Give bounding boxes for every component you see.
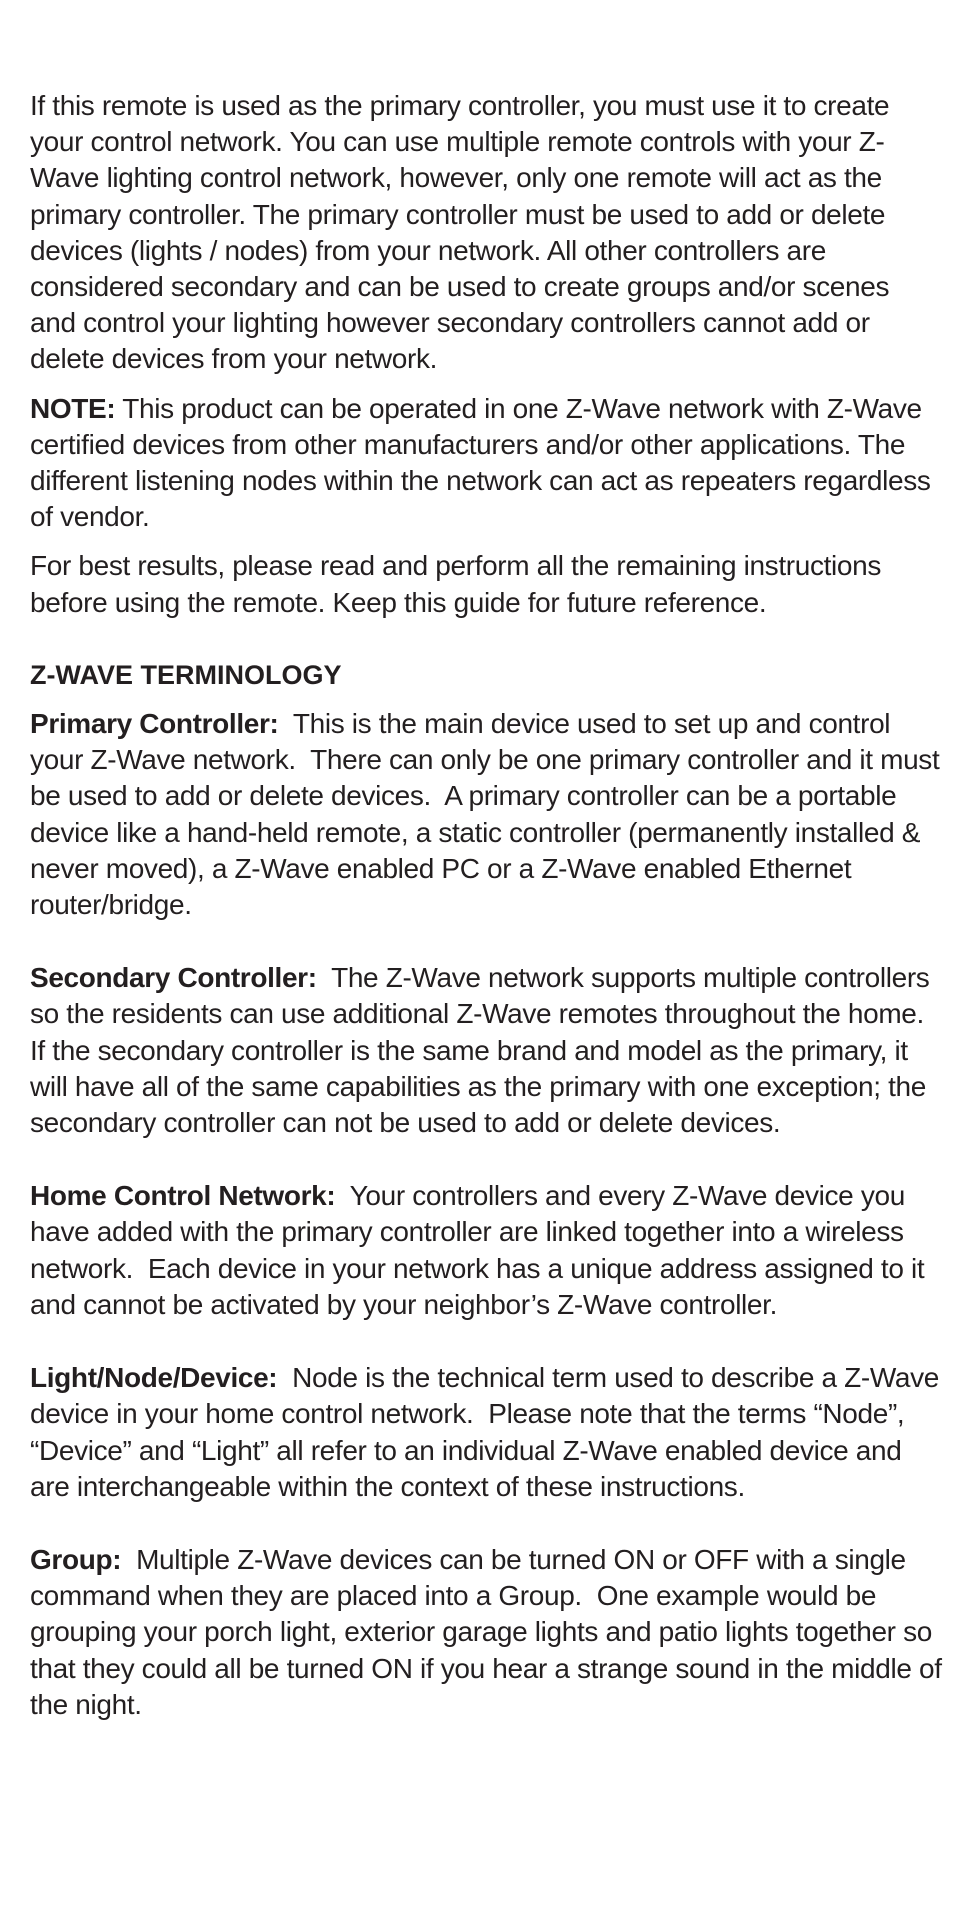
term-label: Group:	[30, 1543, 122, 1575]
note-text: This product can be operated in one Z-Wave network with Z-Wave certified devices from other manufacturers and/or other applications. The different listening nodes within the network can act as repeaters regardless of vendor.	[30, 392, 931, 533]
instructions-paragraph: For best results, please read and perform all the remaining instructions before using the remote. Keep this guide for future reference.	[30, 550, 882, 618]
intro-paragraph: If this remote is used as the primary controller, you must use it to create your control network. You can use multiple remote controls with your Z-Wave lighting control network, however, only one remote will act as the primary controller. The primary controller must be used to add or delete devices (lights / nodes) from your network. All other controllers are considered secondary and can be used to create groups and/or scenes and control your lighting however secondary controllers cannot add or delete devices from your network.	[30, 90, 890, 375]
term-home-control-network	[30, 1178, 942, 1323]
term-light-node-device	[30, 1360, 947, 1505]
term-definition: This is the main device used to set up and control your Z-Wave network. There can only be one primary controller and it must be used to add or delete devices. A primary controller can be a portable device like a hand-held remote, a static controller (permanently installed & never moved), a Z-Wave enabled PC or a Z-Wave enabled Ethernet router/bridge.	[30, 708, 947, 921]
term-label: Secondary Controller:	[30, 962, 317, 994]
term-group	[30, 1542, 950, 1723]
section-heading: Z-WAVE TERMINOLOGY	[30, 659, 342, 690]
term-definition: Multiple Z-Wave devices can be turned ON or OFF with a single command when they are placed into a Group. One example would be grouping your porch light, exterior garage lights and patio lights together so that they could all be turned ON if you hear a strange sound in the middle of the night.	[30, 1543, 950, 1720]
term-primary-controller	[30, 706, 947, 923]
term-secondary-controller	[30, 960, 942, 1141]
note-label: NOTE:	[30, 392, 116, 424]
note-paragraph	[30, 391, 942, 536]
term-label: Primary Controller:	[30, 708, 279, 740]
term-label: Light/Node/Device:	[30, 1362, 278, 1394]
term-definition: Node is the technical term used to describe a Z-Wave device in your home control network. Please note that the terms “Node”, “Device” and “Light” all refer to an individual Z-Wave enabled device and are interchangeable within the context of these instructions.	[30, 1362, 947, 1502]
document-page	[30, 88, 950, 1723]
term-definition: Your controllers and every Z-Wave device you have added with the primary controller are linked together into a wireless network. Each device in your network has a unique address assigned to it and cannot be activated by your neighbor’s Z-Wave controller.	[30, 1180, 932, 1320]
term-definition: The Z-Wave network supports multiple controllers so the residents can use additional Z-Wave remotes throughout the home. If the secondary controller is the same brand and model as the primary, it will have all of the same capabilities as the primary with one exception; the secondary controller can not be used to add or delete devices.	[30, 962, 939, 1139]
term-label: Home Control Network:	[30, 1180, 336, 1212]
